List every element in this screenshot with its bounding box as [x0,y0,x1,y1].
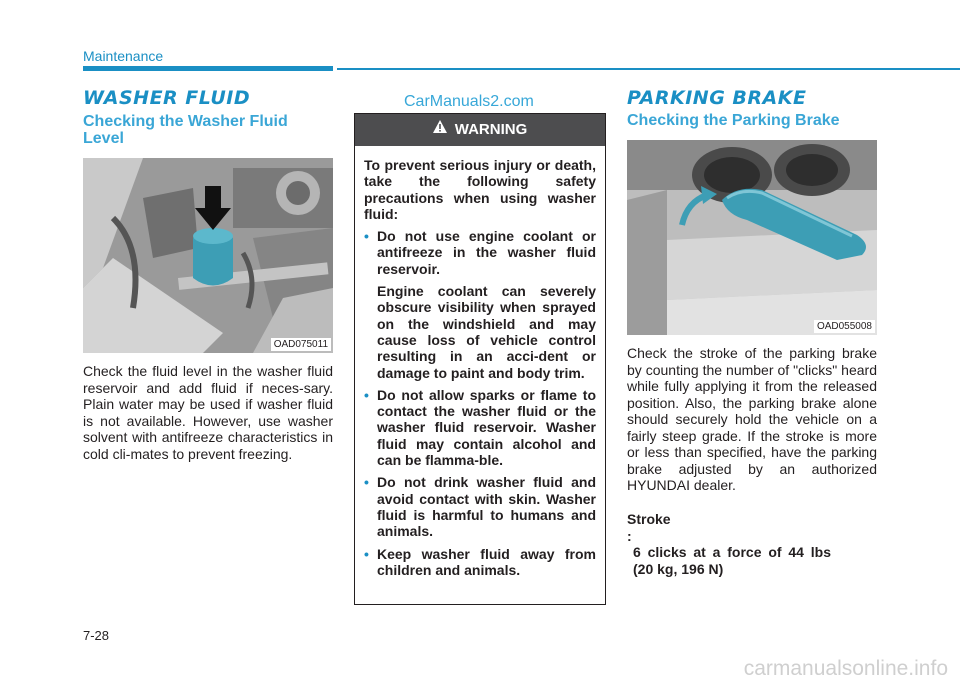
warning-item-text: Keep washer fluid away from children and animals. [377,545,596,578]
warning-item-text: Do not use engine coolant or antifreeze in the washer fluid reservoir. [377,228,596,277]
parking-brake-photo [627,140,877,335]
site-watermark-top: CarManuals2.com [404,93,534,110]
warning-list [364,228,596,578]
warning-intro: To prevent serious injury or death, take the following safety precautions when using washer fluid: [364,157,596,222]
warning-item [364,228,596,277]
washer-fluid-body: Check the fluid level in the washer fluid reservoir and add fluid if neces-sary. Plain water may be used if washer fluid is not available. However, use washer solvent with antifreeze characteristics in cold cli-mates to prevent freezing. [83,363,333,462]
warning-item-text: Do not drink washer fluid and avoid contact with skin. Washer fluid is harmful to humans and animals. [377,474,596,540]
parking-brake-illustration [627,140,877,335]
parking-brake-subheading: Checking the Parking Brake [627,112,840,129]
washer-fluid-subheading: Checking the Washer Fluid Level [83,113,288,147]
warning-header [355,114,605,146]
parking-brake-body: Check the stroke of the parking brake by counting the number of "clicks" heard while fully applying it from the released position. Also, the parking brake alone should securely hold the vehicle on a fairly steep grade. If the stroke is more or less than specified, have the parking brake adjusted by an authorized HYUNDAI dealer. [627,345,877,493]
header-rule-thick [83,66,333,71]
warning-item [364,474,596,539]
engine-bay-illustration [83,158,333,353]
warning-item [364,387,596,468]
page-number: 7-28 [83,628,110,643]
parking-brake-heading: PARKING BRAKE [627,87,807,109]
header-rule-thin [337,68,960,70]
warning-title: WARNING [454,121,528,138]
footer-watermark: carmanualsonline.info [743,657,948,680]
warning-item [364,546,596,579]
warning-body [364,157,596,578]
section-label: Maintenance [83,48,164,64]
warning-box [354,113,606,605]
warning-triangle-icon [433,113,447,145]
stroke-value: 6 clicks at a force of 44 lbs (20 kg, 196 N) [633,544,831,577]
warning-item-detail: Engine coolant can severely obscure visibility when sprayed on the windshield and may cause loss of vehicle control resulting in an acci-dent or damage to paint and body trim. [377,283,596,381]
stroke-label: Stroke : [627,511,671,544]
stroke-spec [627,511,877,577]
warning-item-text: Do not allow sparks or flame to contact the washer fluid or the washer fluid reservoir. Washer fluid may contain alcohol and can be flamma-ble. [377,386,596,469]
engine-bay-photo [83,158,333,353]
washer-fluid-heading: WASHER FLUID [83,87,251,109]
image-code: OAD055008 [814,320,875,333]
image-code: OAD075011 [271,338,331,351]
